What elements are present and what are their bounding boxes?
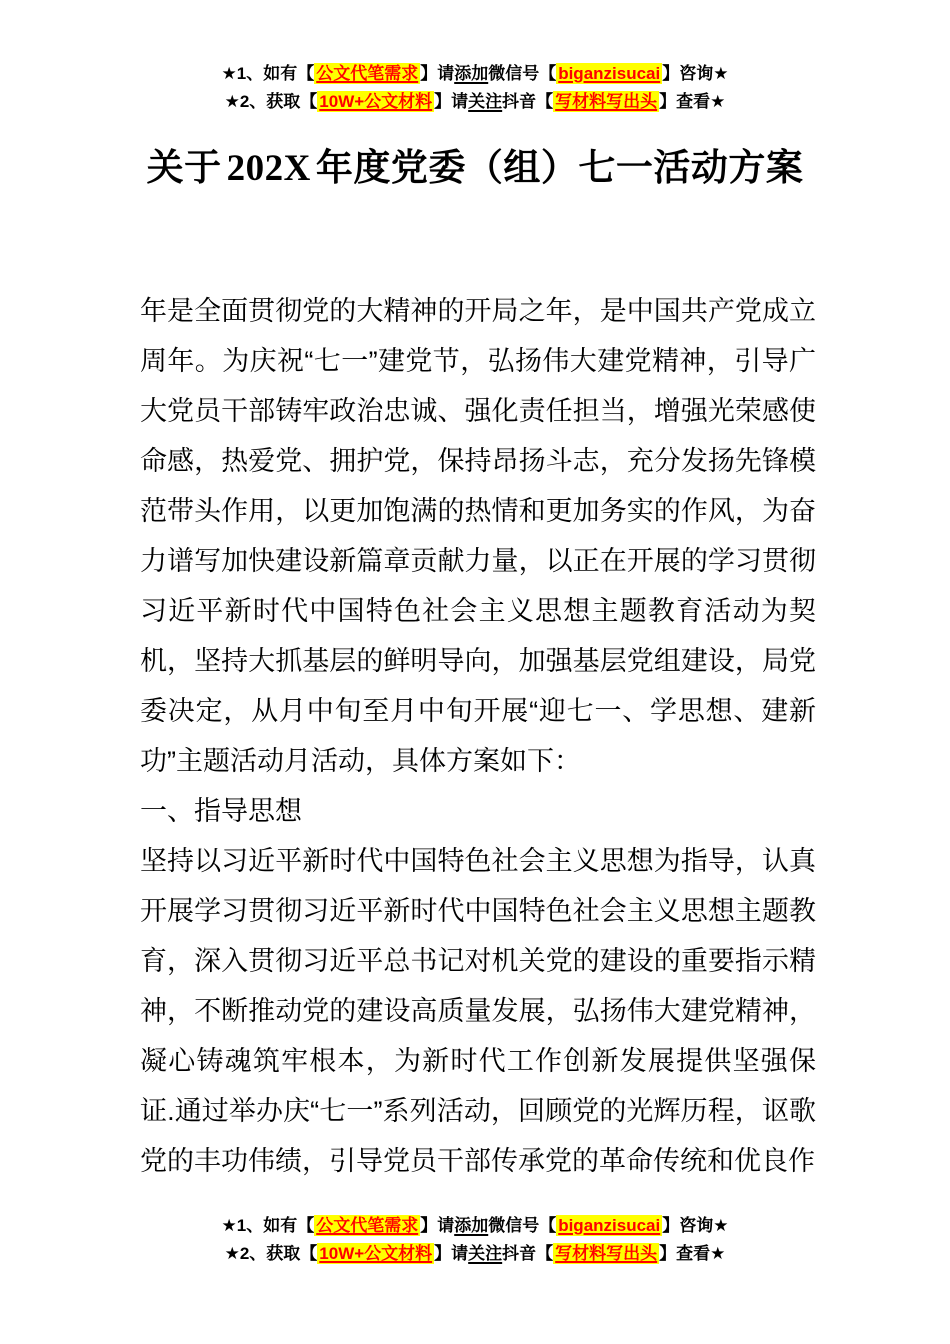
promo-text: 】请 xyxy=(434,1244,469,1263)
promo-text: 微信号【 xyxy=(488,1216,557,1235)
promo-text: 】咨询★ xyxy=(662,64,729,83)
highlight-douyin-id: 写材料写出头 xyxy=(555,92,658,111)
promo-text: 微信号【 xyxy=(488,64,557,83)
promo-text: ★1、如有【 xyxy=(221,1216,315,1235)
promo-header-line-2 xyxy=(0,88,950,116)
promo-header xyxy=(0,60,950,116)
underline-add-wechat: 添加 xyxy=(454,1216,489,1235)
promo-text: ★2、获取【 xyxy=(224,92,318,111)
promo-text: 抖音【 xyxy=(502,1244,554,1263)
highlight-writing-service: 公文代笔需求 xyxy=(316,64,419,83)
highlight-wechat-id: biganzisucai xyxy=(558,1216,661,1235)
highlight-writing-service: 公文代笔需求 xyxy=(316,1216,419,1235)
promo-text: 】查看★ xyxy=(659,92,726,111)
promo-footer-line-2 xyxy=(0,1240,950,1268)
promo-text: 】咨询★ xyxy=(662,1216,729,1235)
document-title xyxy=(0,140,950,197)
title-prefix: 关于 xyxy=(146,147,222,188)
promo-header-line-1 xyxy=(0,60,950,88)
title-year: 202X xyxy=(226,148,311,189)
promo-text: 】请 xyxy=(420,1216,455,1235)
section-heading-guiding-ideology: 一、指导思想 xyxy=(140,796,302,826)
paragraph-intro: 年是全面贯彻党的大精神的开局之年，是中国共产党成立周年。为庆祝“七一”建党节，弘扬伟大建党精神，引导广大党员干部铸牢政治忠诚、强化责任担当，增强光荣感使命感，热爱党、拥护党，保持昂扬斗志，充分发扬先锋模范带头作用，以更加饱满的热情和更加务实的作风，为奋力谱写加快建设新篇章贡献力量，以正在开展的学习贯彻习近平新时代中国特色社会主义思想主题教育活动为契机，坚持大抓基层的鲜明导向，加强基层党组建设，局党委决定，从月中旬至月中旬开展“迎七一、学思想、建新功”主题活动月活动，具体方案如下： xyxy=(140,296,816,776)
highlight-materials: 10W+公文材料 xyxy=(319,1244,433,1263)
highlight-materials: 10W+公文材料 xyxy=(319,92,433,111)
promo-text: 抖音【 xyxy=(502,92,554,111)
highlight-douyin-id: 写材料写出头 xyxy=(555,1244,658,1263)
paragraph-guiding-ideology: 坚持以习近平新时代中国特色社会主义思想为指导，认真开展学习贯彻习近平新时代中国特色社会主义思想主题教育，深入贯彻习近平总书记对机关党的建设的重要指示精神，不断推动党的建设高质量发展，弘扬伟大建党精神，凝心铸魂筑牢根本，为新时代工作创新发展提供坚强保证.通过举办庆“七一”系列活动，回顾党的光辉历程，讴歌党的丰功伟绩，引导党员干部传承党的革命传统和优良作 xyxy=(140,846,816,1176)
promo-text: ★2、获取【 xyxy=(224,1244,318,1263)
highlight-wechat-id: biganzisucai xyxy=(558,64,661,83)
document-body xyxy=(140,286,816,1186)
promo-footer xyxy=(0,1212,950,1268)
promo-text: 】查看★ xyxy=(659,1244,726,1263)
underline-follow-douyin: 关注 xyxy=(468,92,503,111)
underline-follow-douyin: 关注 xyxy=(468,1244,503,1263)
underline-add-wechat: 添加 xyxy=(454,64,489,83)
promo-text: 】请 xyxy=(434,92,469,111)
promo-text: 】请 xyxy=(420,64,455,83)
title-suffix: 年度党委（组）七一活动方案 xyxy=(315,147,804,188)
promo-text: ★1、如有【 xyxy=(221,64,315,83)
promo-footer-line-1 xyxy=(0,1212,950,1240)
